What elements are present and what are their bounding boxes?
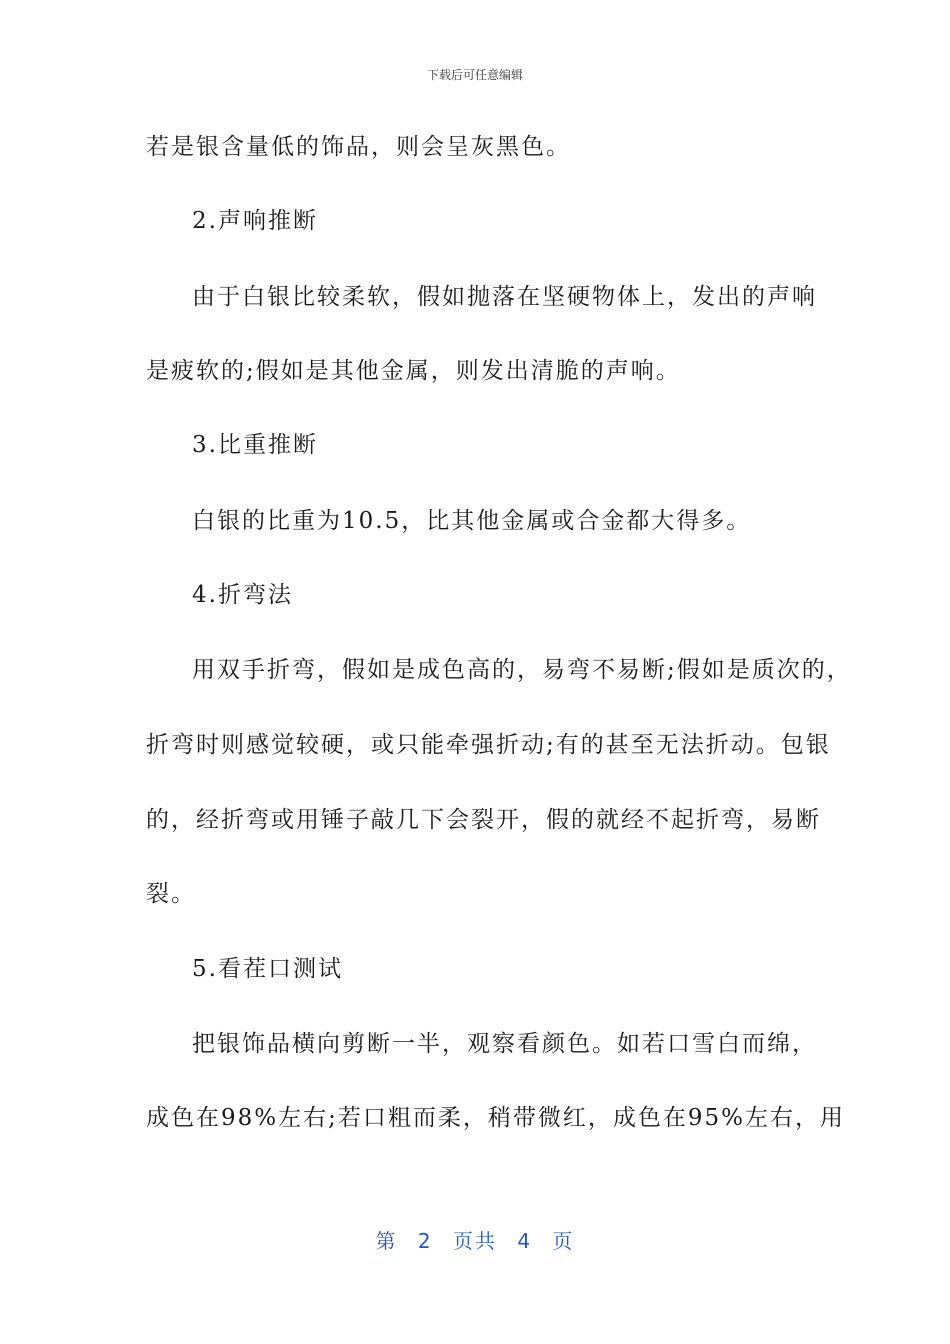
paragraph-line: 把银饰品横向剪断一半，观察看颜色。如若口雪白而绵， xyxy=(192,1031,817,1057)
paragraph-line: 若是银含量低的饰品，则会呈灰黑色。 xyxy=(146,134,571,160)
paragraph-line: 裂。 xyxy=(146,881,196,907)
paragraph-line: 白银的比重为10.5，比其他金属或合金都大得多。 xyxy=(192,508,752,534)
section-heading: 3.比重推断 xyxy=(192,432,318,458)
paragraph-line: 成色在98%左右;若口粗而柔，稍带微红，成色在95%左右，用 xyxy=(146,1105,845,1131)
paragraph-line: 用双手折弯，假如是成色高的，易弯不易断;假如是质次的， xyxy=(192,657,852,683)
page-number: 第 2 页共 4 页 xyxy=(375,1229,575,1253)
section-heading: 5.看茬口测试 xyxy=(192,956,343,982)
paragraph-line: 折弯时则感觉较硬，或只能牵强折动;有的甚至无法折动。包银 xyxy=(146,732,831,758)
paragraph-line: 由于白银比较柔软，假如抛落在坚硬物体上，发出的声响 xyxy=(192,284,817,310)
section-heading: 2.声响推断 xyxy=(192,208,318,234)
section-heading: 4.折弯法 xyxy=(192,582,293,608)
paragraph-line: 的，经折弯或用锤子敲几下会裂开，假的就经不起折弯，易断 xyxy=(146,807,821,833)
paragraph-line: 是疲软的;假如是其他金属，则发出清脆的声响。 xyxy=(146,358,681,384)
page-header: 下载后可任意编辑 xyxy=(426,68,523,82)
